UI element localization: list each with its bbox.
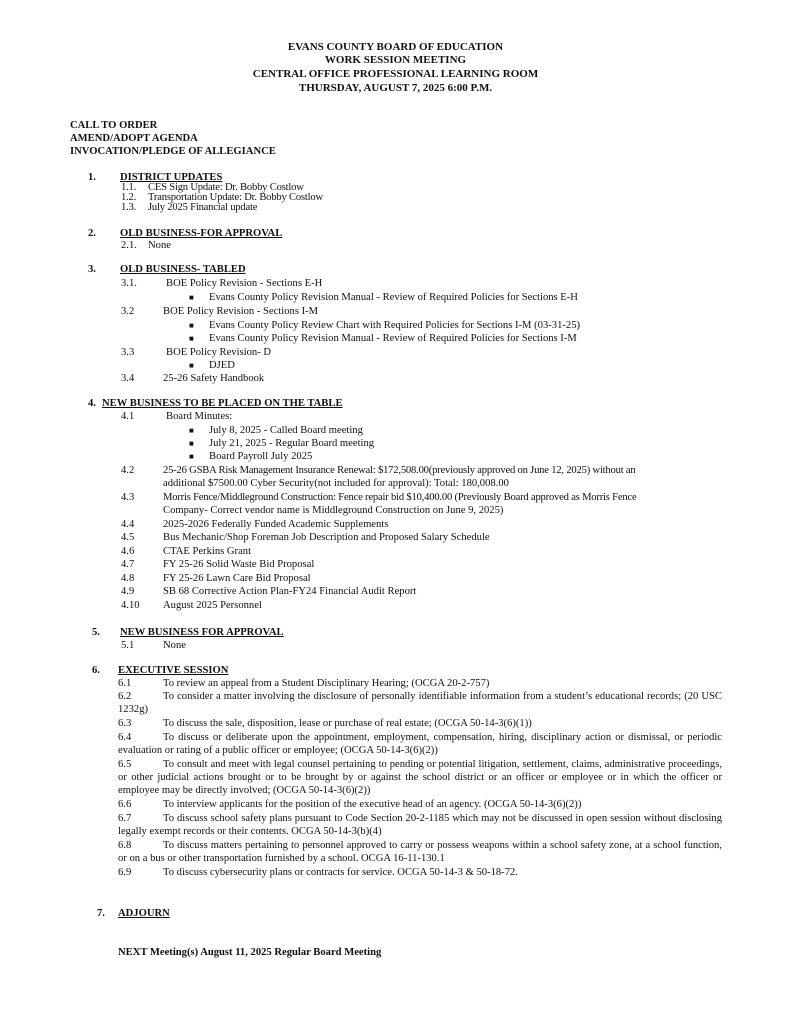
item-3-1-text: BOE Policy Revision - Sections E-H (166, 278, 323, 289)
section-1-title: DISTRICT UPDATES (120, 172, 223, 183)
section-7-number: 7. (97, 908, 105, 919)
item-3-4-number: 3.4 (121, 373, 135, 384)
item-6-5-text: To consult and meet with legal counsel pertaining to pending or potential litigation, settlement, claims, administrative proceedings, or other judicial actions brought or to be brought by or against the school district or an officer or employee or in which the officer or employee may be directly involved; (OCGA 50-14-3(6)(2)) (118, 759, 722, 797)
item-1-2-text: Transportation Update: Dr. Bobby Costlow (148, 192, 323, 203)
next-meeting: NEXT Meeting(s) August 11, 2025 Regular Board Meeting (118, 947, 382, 958)
invocation-pledge: INVOCATION/PLEDGE OF ALLEGIANCE (70, 146, 276, 157)
item-1-3-number: 1.3. (121, 202, 137, 213)
bullet-icon: ■ (189, 439, 194, 448)
header-meeting-type: WORK SESSION MEETING (324, 54, 467, 66)
section-7-title: ADJOURN (118, 908, 170, 919)
section-3-title: OLD BUSINESS- TABLED (120, 264, 246, 275)
item-3-3-number: 3.3 (121, 347, 135, 358)
item-6-4-text: To discuss or deliberate upon the appointment, employment, compensation, hiring, disciplinary action or dismissal, or periodic evaluation or rating of a public officer or employee; (OCGA 50-14-3(6)(2)) (118, 732, 722, 757)
item-3-1-bullet-1: Evans County Policy Revision Manual - Review of Required Policies for Sections E-H (209, 292, 578, 303)
item-4-10-number: 4.10 (121, 600, 140, 611)
section-5-title: NEW BUSINESS FOR APPROVAL (120, 627, 284, 638)
item-6-7 (118, 812, 722, 838)
header-board-name: EVANS COUNTY BOARD OF EDUCATION (287, 41, 504, 53)
item-3-4-text: 25-26 Safety Handbook (163, 373, 265, 384)
item-4-2-number: 4.2 (121, 465, 135, 476)
item-6-8-number: 6.8 (118, 840, 132, 851)
item-4-3-text: Morris Fence/Middleground Construction: Fence repair bid $10,400.00 (Previously Board approved as Morris Fence (163, 492, 637, 503)
item-4-3-number: 4.3 (121, 492, 135, 503)
item-6-1-number: 6.1 (118, 678, 132, 689)
item-4-8-number: 4.8 (121, 573, 135, 584)
item-1-1-text: CES Sign Update: Dr. Bobby Costlow (148, 182, 304, 193)
item-3-2-bullet-1: Evans County Policy Review Chart with Required Policies for Sections I-M (03-31-25) (209, 320, 581, 331)
item-6-8-text: To discuss matters pertaining to personnel approved to carry or possess weapons within a school safety zone, at a school function, or on a bus or other transportation furnished by a school. OCGA 16-11-130.1 (118, 840, 722, 865)
item-4-9-text: SB 68 Corrective Action Plan-FY24 Financial Audit Report (163, 586, 417, 597)
item-6-1 (118, 677, 722, 690)
item-4-2-text-cont: additional $7500.00 Cyber Security(not included for approval): Total: 180,008.00 (163, 478, 509, 489)
section-2-title: OLD BUSINESS-FOR APPROVAL (120, 228, 283, 239)
item-4-1-bullet-2: July 21, 2025 - Regular Board meeting (209, 438, 375, 449)
item-4-1-bullet-1: July 8, 2025 - Called Board meeting (209, 425, 363, 436)
call-to-order: CALL TO ORDER (70, 120, 158, 131)
item-1-1-number: 1.1. (121, 182, 137, 193)
item-3-2-number: 3.2 (121, 306, 135, 317)
item-6-8 (118, 839, 722, 865)
section-2-number: 2. (88, 228, 96, 239)
item-4-5-number: 4.5 (121, 532, 135, 543)
item-6-5-number: 6.5 (118, 759, 132, 770)
item-6-4 (118, 731, 722, 757)
item-4-6-number: 4.6 (121, 546, 135, 557)
item-4-10-text: August 2025 Personnel (163, 600, 262, 611)
item-4-7-text: FY 25-26 Solid Waste Bid Proposal (163, 559, 315, 570)
item-6-3 (118, 717, 722, 730)
item-4-7-number: 4.7 (121, 559, 135, 570)
bullet-icon: ■ (189, 361, 194, 370)
item-4-2-text: 25-26 GSBA Risk Management Insurance Renewal: $172,508.00(previously approved on June 12, 2025) without an (163, 465, 636, 476)
item-6-7-text: To discuss school safety plans pursuant to Code Section 20-2-1185 which may not be discussed in open session without disclosing legally exempt records or their contents. OCGA 50-14-3(b)(4) (118, 813, 722, 838)
item-6-9 (118, 866, 722, 879)
item-4-5-text: Bus Mechanic/Shop Foreman Job Description and Proposed Salary Schedule (163, 532, 490, 543)
item-2-1-text: None (148, 240, 171, 251)
item-6-4-number: 6.4 (118, 732, 132, 743)
item-6-1-text: To review an appeal from a Student Disciplinary Hearing; (OCGA 20-2-757) (163, 678, 490, 689)
item-3-1-number: 3.1. (121, 278, 137, 289)
item-6-9-text: To discuss cybersecurity plans or contracts for service. OCGA 50-14-3 & 50-18-72. (163, 867, 518, 878)
item-4-1-text: Board Minutes: (166, 411, 233, 422)
item-5-1-text: None (163, 640, 186, 651)
item-2-1-number: 2.1. (121, 240, 137, 251)
item-6-2-text: To consider a matter involving the disclosure of personally identifiable information from a student’s educational records; (20 USC 1232g) (118, 691, 722, 716)
section-6-number: 6. (92, 665, 100, 676)
item-3-3-text: BOE Policy Revision- D (166, 347, 272, 358)
header-location: CENTRAL OFFICE PROFESSIONAL LEARNING ROOM (252, 68, 539, 80)
bullet-icon: ■ (189, 426, 194, 435)
item-3-2-bullet-2: Evans County Policy Revision Manual - Review of Required Policies for Sections I-M (209, 333, 577, 344)
item-1-2-number: 1.2. (121, 192, 137, 203)
amend-adopt-agenda: AMEND/ADOPT AGENDA (70, 133, 198, 144)
item-6-7-number: 6.7 (118, 813, 132, 824)
item-4-1-bullet-3: Board Payroll July 2025 (209, 451, 313, 462)
item-3-3-bullet-1: DJED (209, 360, 235, 371)
item-6-6-number: 6.6 (118, 799, 132, 810)
item-6-2-number: 6.2 (118, 691, 132, 702)
item-4-4-number: 4.4 (121, 519, 135, 530)
item-6-3-text: To discuss the sale, disposition, lease or purchase of real estate; (OCGA 50-14-3(6)(1)) (163, 718, 532, 729)
item-4-4-text: 2025-2026 Federally Funded Academic Supplements (163, 519, 389, 530)
section-3-number: 3. (88, 264, 96, 275)
item-6-6 (118, 798, 722, 811)
bullet-icon: ■ (189, 293, 194, 302)
bullet-icon: ■ (189, 452, 194, 461)
item-4-8-text: FY 25-26 Lawn Care Bid Proposal (163, 573, 311, 584)
section-4-title: NEW BUSINESS TO BE PLACED ON THE TABLE (102, 398, 343, 409)
item-4-6-text: CTAE Perkins Grant (163, 546, 252, 557)
item-6-3-number: 6.3 (118, 718, 132, 729)
section-4-number: 4. (88, 398, 96, 409)
item-4-9-number: 4.9 (121, 586, 135, 597)
section-1-number: 1. (88, 172, 96, 183)
item-6-9-number: 6.9 (118, 867, 132, 878)
item-4-3-text-cont: Company- Correct vendor name is Middleground Construction on June 9, 2025) (163, 505, 504, 516)
bullet-icon: ■ (189, 334, 194, 343)
header-date-time: THURSDAY, AUGUST 7, 2025 6:00 P.M. (298, 82, 493, 94)
item-4-1-number: 4.1 (121, 411, 135, 422)
section-5-number: 5. (92, 627, 100, 638)
item-1-3-text: July 2025 Financial update (148, 202, 258, 213)
bullet-icon: ■ (189, 321, 194, 330)
item-3-2-text: BOE Policy Revision - Sections I-M (163, 306, 319, 317)
item-6-2 (118, 690, 722, 716)
item-6-5 (118, 758, 722, 798)
item-5-1-number: 5.1 (121, 640, 135, 651)
section-6-title: EXECUTIVE SESSION (118, 665, 229, 676)
item-6-6-text: To interview applicants for the position of the executive head of an agency. (OCGA 50-14-3(6)(2)) (163, 799, 582, 810)
